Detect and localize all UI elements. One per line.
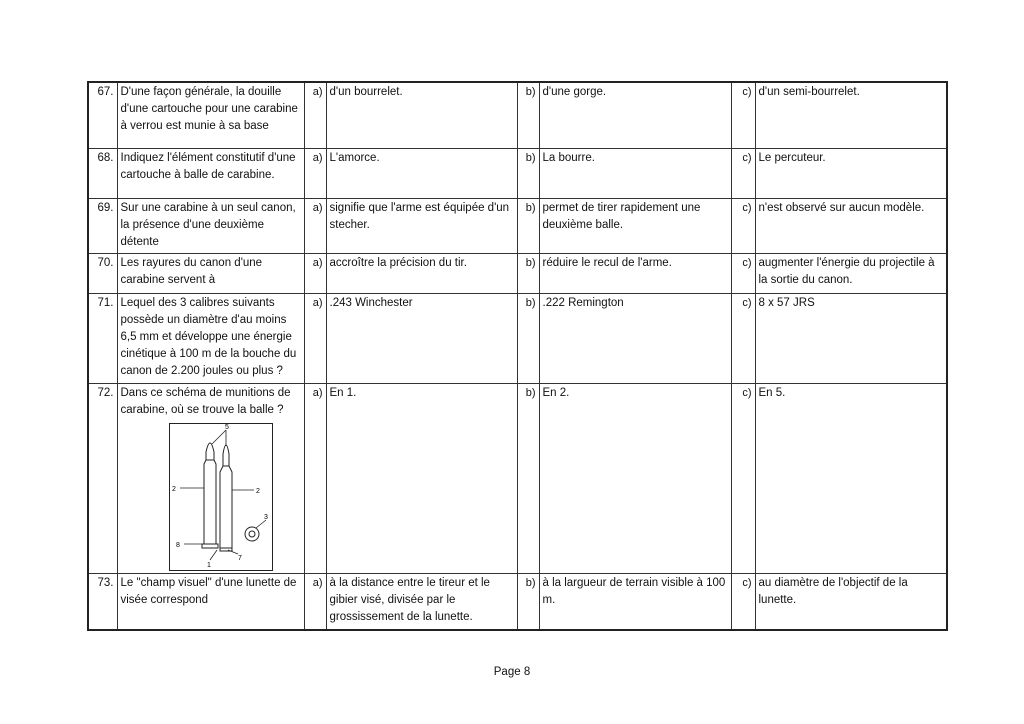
option-a-letter: a) — [304, 198, 326, 253]
option-c-letter: c) — [731, 198, 755, 253]
option-a-text: à la distance entre le tireur et le gibier visé, divisée par le grossissement de la lunette. — [326, 573, 517, 630]
question-table — [87, 81, 948, 631]
option-b-letter: b) — [517, 198, 539, 253]
option-b-text: En 2. — [539, 383, 731, 573]
label-8: 8 — [175, 541, 180, 549]
leader-line — [210, 550, 217, 560]
question-number: 73. — [88, 573, 117, 630]
cartridge-left — [204, 443, 216, 544]
leader-line — [228, 550, 238, 554]
option-a-text: accroître la précision du tir. — [326, 253, 517, 293]
option-c-letter: c) — [731, 82, 755, 148]
question-cell — [117, 383, 304, 573]
option-b-text: à la largueur de terrain visible à 100 m. — [539, 573, 731, 630]
label-2-left: 2 — [171, 485, 176, 493]
option-a-text: signifie que l'arme est équipée d'un stecher. — [326, 198, 517, 253]
option-c-text: En 5. — [755, 383, 947, 573]
question-number: 70. — [88, 253, 117, 293]
page-number: Page 8 — [493, 666, 531, 678]
option-b-letter: b) — [517, 383, 539, 573]
option-c-letter: c) — [731, 293, 755, 383]
label-2-right: 2 — [255, 487, 260, 495]
option-c-letter: c) — [731, 253, 755, 293]
option-c-letter: c) — [731, 383, 755, 573]
option-a-text: d'un bourrelet. — [326, 82, 517, 148]
option-c-letter: c) — [731, 148, 755, 198]
question-row — [88, 148, 947, 198]
question-row — [88, 573, 947, 630]
option-b-letter: b) — [517, 82, 539, 148]
label-7: 7 — [237, 554, 242, 562]
rim-left — [202, 544, 218, 548]
option-b-text: La bourre. — [539, 148, 731, 198]
question-text: Dans ce schéma de munitions de carabine, où se trouve la balle ? — [120, 386, 291, 416]
option-b-text: réduire le recul de l'arme. — [539, 253, 731, 293]
option-a-letter: a) — [304, 253, 326, 293]
question-number: 67. — [88, 82, 117, 148]
option-c-text: n'est observé sur aucun modèle. — [755, 198, 947, 253]
question-row — [88, 82, 947, 148]
option-c-letter: c) — [731, 573, 755, 630]
question-row — [88, 198, 947, 253]
option-a-letter: a) — [304, 148, 326, 198]
question-number: 69. — [88, 198, 117, 253]
question-text: Les rayures du canon d'une carabine servent à — [117, 253, 304, 293]
option-c-text: d'un semi-bourrelet. — [755, 82, 947, 148]
option-a-letter: a) — [304, 293, 326, 383]
option-b-letter: b) — [517, 293, 539, 383]
question-text: Lequel des 3 calibres suivants possède un diamètre d'au moins 6,5 mm et développe une énergie cinétique à 100 m de la bouche du canon de 2.200 joules ou plus ? — [117, 293, 304, 383]
option-b-text: d'une gorge. — [539, 82, 731, 148]
cartridge-diagram-svg — [170, 424, 272, 570]
question-row — [88, 293, 947, 383]
question-text: Indiquez l'élément constitutif d'une cartouche à balle de carabine. — [117, 148, 304, 198]
question-text: D'une façon générale, la douille d'une cartouche pour une carabine à verrou est munie à sa base — [117, 82, 304, 148]
primer — [249, 531, 255, 537]
question-number: 68. — [88, 148, 117, 198]
label-3: 3 — [263, 513, 268, 521]
label-5: 5 — [224, 423, 229, 431]
question-row — [88, 253, 947, 293]
leader-line — [256, 520, 266, 528]
question-row — [88, 383, 947, 573]
option-b-letter: b) — [517, 573, 539, 630]
leader-line — [212, 430, 226, 444]
option-b-letter: b) — [517, 253, 539, 293]
question-number: 71. — [88, 293, 117, 383]
option-a-letter: a) — [304, 573, 326, 630]
option-b-letter: b) — [517, 148, 539, 198]
option-b-text: .222 Remington — [539, 293, 731, 383]
option-a-text: L'amorce. — [326, 148, 517, 198]
option-a-text: .243 Winchester — [326, 293, 517, 383]
label-1: 1 — [206, 561, 211, 569]
option-c-text: 8 x 57 JRS — [755, 293, 947, 383]
question-number: 72. — [88, 383, 117, 573]
option-c-text: augmenter l'énergie du projectile à la sortie du canon. — [755, 253, 947, 293]
option-a-text: En 1. — [326, 383, 517, 573]
ammunition-diagram — [169, 423, 273, 571]
option-c-text: au diamètre de l'objectif de la lunette. — [755, 573, 947, 630]
option-a-letter: a) — [304, 82, 326, 148]
option-c-text: Le percuteur. — [755, 148, 947, 198]
option-a-letter: a) — [304, 383, 326, 573]
option-b-text: permet de tirer rapidement une deuxième balle. — [539, 198, 731, 253]
cartridge-right — [220, 445, 232, 548]
question-text: Sur une carabine à un seul canon, la présence d'une deuxième détente — [117, 198, 304, 253]
question-text: Le "champ visuel" d'une lunette de visée correspond — [117, 573, 304, 630]
